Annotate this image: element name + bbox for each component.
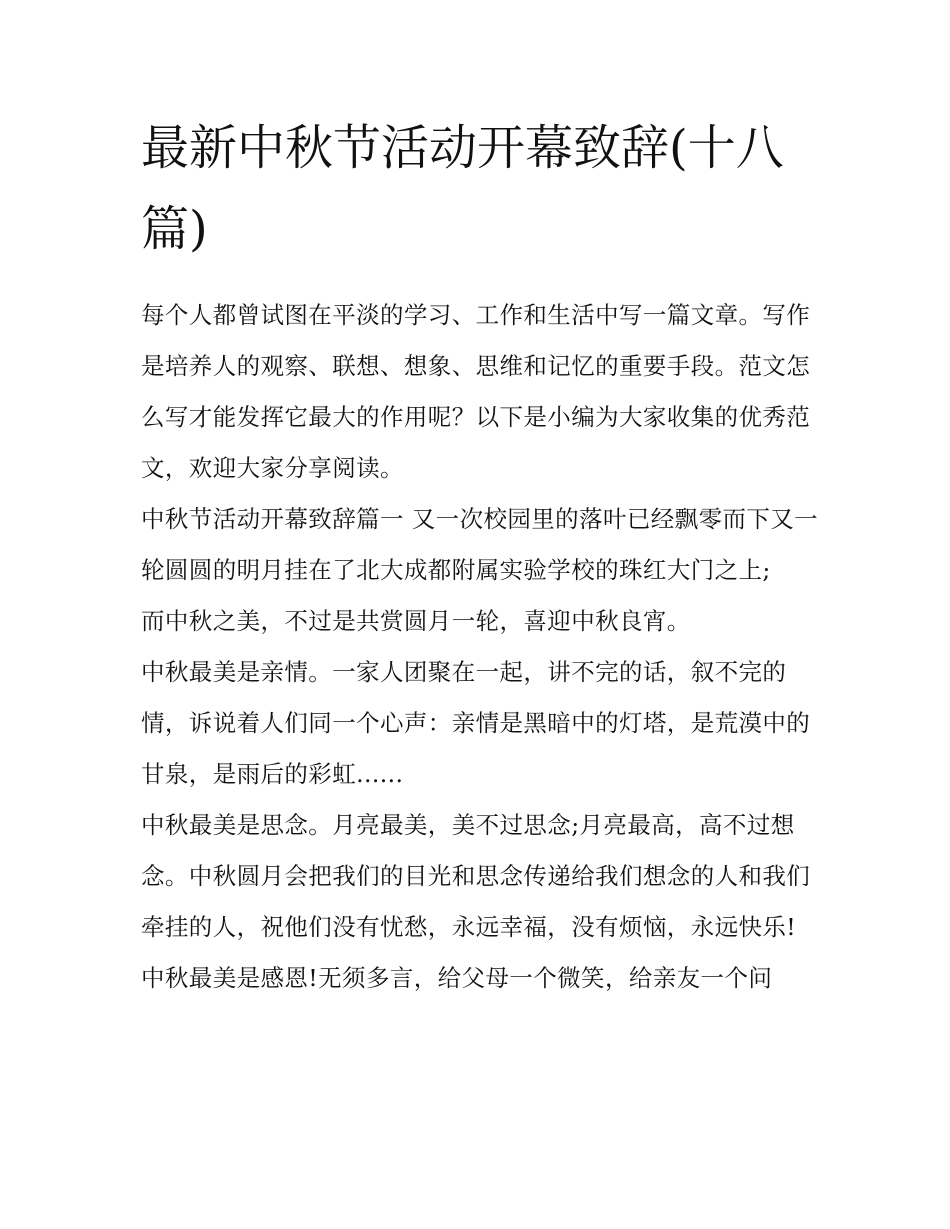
paragraph-mid-autumn-beauty: 而中秋之美，不过是共赏圆月一轮，喜迎中秋良宵。	[141, 607, 691, 635]
paragraph-family-love: 中秋最美是亲情。一家人团聚在一起，讲不完的话，叙不完的情，诉说着人们同一个心声：亲情是黑暗中的灯塔，是荒漠中的甘泉，是雨后的彩虹......	[141, 658, 811, 788]
paragraph-gratitude: 中秋最美是感恩!无须多言，给父母一个微笑，给亲友一个问	[141, 964, 773, 992]
document-body	[141, 108, 821, 1004]
paragraph-missing: 中秋最美是思念。月亮最美，美不过思念;月亮最高，高不过想念。中秋圆月会把我们的目光和思念传递给我们想念的人和我们牵挂的人，祝他们没有忧愁，永远幸福，没有烦恼，永远快乐!	[141, 811, 811, 941]
document-title: 最新中秋节活动开幕致辞(十八篇)	[141, 120, 784, 257]
title-block	[141, 108, 821, 270]
paragraph-intro: 每个人都曾试图在平淡的学习、工作和生活中写一篇文章。写作是培养人的观察、联想、想象、思维和记忆的重要手段。范文怎么写才能发挥它最大的作用呢？以下是小编为大家收集的优秀范文，欢迎大家分享阅读。	[141, 301, 811, 482]
paragraph-section-one: 中秋节活动开幕致辞篇一 又一次校园里的落叶已经飘零而下又一轮圆圆的明月挂在了北大成都附属实验学校的珠红大门之上;	[141, 505, 819, 584]
